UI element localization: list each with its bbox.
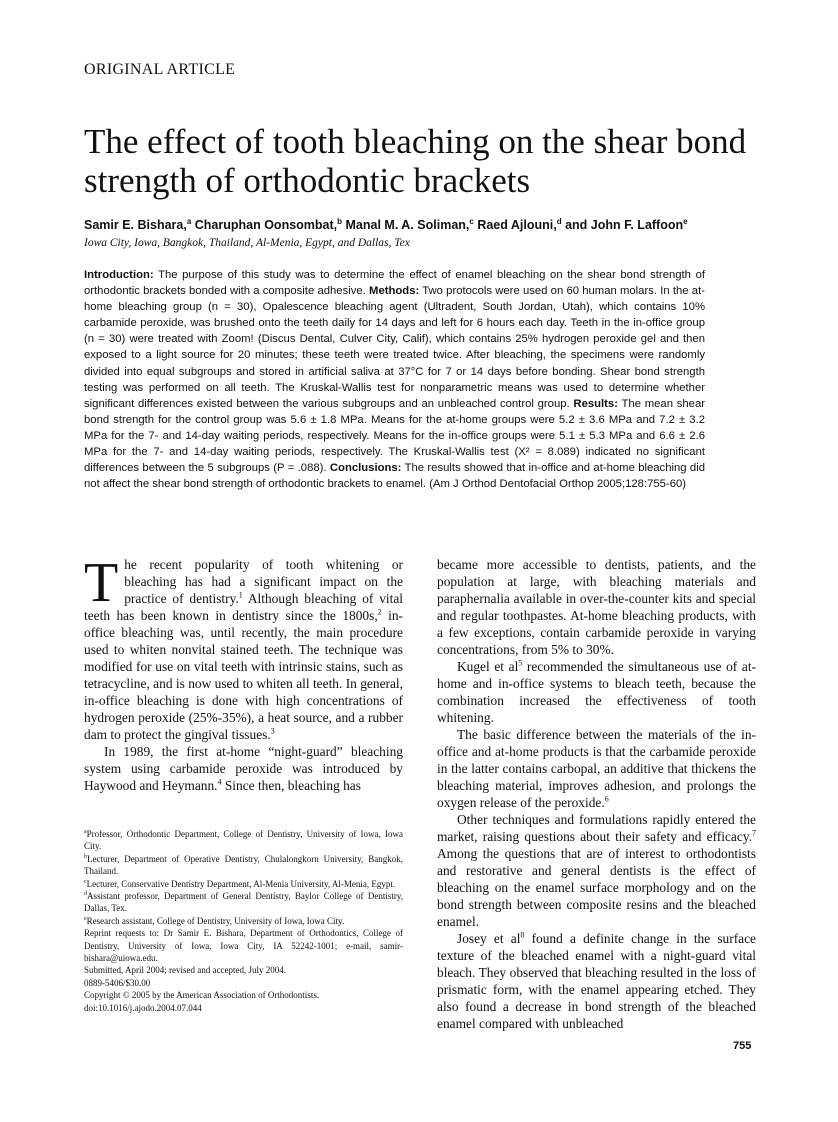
footnote: $^d$Assistant professor, Department of General Dentistry, Baylor College of Dentistry, Dallas, Tex. — [84, 891, 403, 914]
footnote: $^a$Professor, Orthodontic Department, College of Dentistry, University of Iowa, Iowa City. — [84, 829, 403, 852]
footnote: $^e$Research assistant, College of Dentistry, University of Iowa, Iowa City. — [84, 915, 345, 926]
author: Charuphan Oonsombat,$^b$ — [194, 216, 343, 232]
abstract-intro: The purpose of this study was to determine the effect of enamel bleaching on the shear bond strength of orthodontic brackets bonded with a composite adhesive. — [84, 269, 705, 298]
footnotes — [84, 828, 403, 1014]
author: Raed Ajlouni,$^d$ and — [477, 216, 591, 232]
affiliation-locations: Iowa City, Iowa, Bangkok, Thailand, Al-Menia, Egypt, and Dallas, Tex — [84, 237, 410, 249]
abstract-methods: Two protocols were used on 60 human molars. In the at-home bleaching group (n = 30), Opalescence bleaching agent (Ultradent, South Jordan, Utah), which contains 10% carbamide peroxide, was brushed onto the teeth daily for 14 days and left for 6 hours each day. Teeth in the in-office group (n = 30) were treated with Zoom! (Discus Dental, Culver City, Calif), which contains 25% hydrogen peroxide gel and then exposed to a light source for 20 minutes; these teeth were treated twice. After bleaching, the specimens were randomly divided into equal subgroups and stored in artificial saliva at 37°C for 7 or 14 days before bonding. Shear bond strength testing was performed on all teeth. The Kruskal-Wallis test for nonparametric means was used to determine whether significant differences existed between the various subgroups and an unbleached control group. — [84, 285, 705, 410]
body-column-left — [84, 552, 403, 794]
abstract-results: The mean shear bond strength for the control group was 5.6 ± 1.8 MPa. Means for the at-home groups were 5.2 ± 3.6 MPa and 7.2 ± 3.2 MPa for the 7- and 14-day waiting periods, respectively. Means for the in-office groups were 5.1 ± 5.3 MPa and 6.6 ± 2.6 MPa for the 7- and 14-day waiting periods, respectively. The Kruskal-Wallis test (X² = 8.089) indicated no significant differences between the 5 subgroups (P = .088). — [84, 397, 706, 475]
body-paragraph: The basic difference between the materials of the in-office and at-home products is that the carbamide peroxide in the latter contains carbopal, an additive that thickens the bleaching material, improves adhesion, and prolongs the oxygen release of the peroxide.$^6$ — [437, 727, 756, 810]
submission-dates: Submitted, April 2004; revised and accepted, July 2004. — [84, 965, 286, 976]
author-list — [84, 218, 764, 232]
body-paragraph: In 1989, the first at-home “night-guard” bleaching system using carbamide peroxide was introduced by Haywood and Heymann.$^4$ Since then, bleaching has — [84, 744, 403, 793]
doi: doi:10.1016/j.ajodo.2004.07.044 — [84, 1002, 202, 1013]
abstract-results-label: Results: — [573, 397, 618, 410]
footnote: $^c$Lecturer, Conservative Dentistry Department, Al-Menia University, Al-Menia, Egypt. — [84, 878, 396, 889]
drop-cap: T — [84, 552, 119, 614]
author: Samir E. Bishara,$^a$ — [84, 216, 192, 232]
issn: 0889-5406/$30.00 — [84, 977, 151, 988]
reprint-requests: Reprint requests to: Dr Samir E. Bishara, Department of Orthodontics, College of Dentistry, University of Iowa, Iowa City, IA 52242-1001; e-mail, samir-bishara@uiowa.edu. — [84, 928, 403, 964]
abstract-conclusions: The results showed that in-office and at-home bleaching did not affect the shear bond strength of orthodontic brackets to enamel. (Am J Orthod Dentofacial Orthop 2005;128:755-60) — [84, 462, 705, 491]
body-paragraph: The recent popularity of tooth whitening or bleaching has had a significant impact on the practice of dentistry.$^1$ Although bleaching of vital teeth has been known in dentistry since the 1800s,$^2$ in-office bleaching was, until recently, the main procedure used to whiten nonvital stained teeth. The technique was modified for use on vital teeth with intrinsic stains, such as tetracycline, and is now used to whiten all teeth. In general, in-office bleaching is done with high concentrations of hydrogen peroxide (25%-35%), a heat source, and a rubber dam to protect the gingival tissues.$^3$ — [84, 552, 403, 742]
abstract — [84, 267, 705, 492]
article-title: The effect of tooth bleaching on the shear bond strength of orthodontic brackets — [84, 122, 747, 200]
abstract-intro-label: Introduction: — [84, 269, 154, 281]
footnote: $^b$Lecturer, Department of Operative Dentistry, Chulalongkorn University, Bangkok, Thailand. — [84, 853, 403, 877]
copyright: Copyright © 2005 by the American Association of Orthodontists. — [84, 990, 320, 1001]
body-column-right — [437, 556, 756, 1032]
section-label: ORIGINAL ARTICLE — [84, 61, 236, 78]
body-paragraph: Josey et $al^8$ found a definite change in the surface texture of the bleached enamel with a night-guard vital bleach. They observed that bleaching resulted in the loss of prismatic form, with the enamel appearing etched. They also found a decrease in bond strength of the bleached enamel compared with unbleached — [437, 930, 756, 1031]
body-paragraph: became more accessible to dentists, patients, and the population at large, with bleaching materials and paraphernalia available in over-the-counter kits and special and regular toothpastes. At-home bleaching products, with a few exceptions, contain carbamide peroxide in varying concentrations, from 5% to 30%. — [437, 557, 756, 657]
abstract-conclusions-label: Conclusions: — [329, 462, 402, 475]
author: John F. Laffoon$^e$ — [590, 216, 688, 232]
author: Manal M. A. Soliman,$^c$ — [345, 216, 474, 232]
page-number: 755 — [733, 1040, 752, 1052]
body-paragraph: Other techniques and formulations rapidly entered the market, raising questions about their safety and efficacy.$^7$ Among the questions that are of interest to orthodontists and restorative and general dentists is the effect of bleaching on the enamel surface morphology and on the bond strength between composite resins and the bleached enamel. — [437, 812, 756, 929]
body-paragraph: Kugel et $al^5$ recommended the simultaneous use of at-home and in-office systems to bleach teeth, because the combination increased the effectiveness of tooth whitening. — [437, 658, 756, 725]
abstract-methods-label: Methods: — [369, 285, 420, 298]
